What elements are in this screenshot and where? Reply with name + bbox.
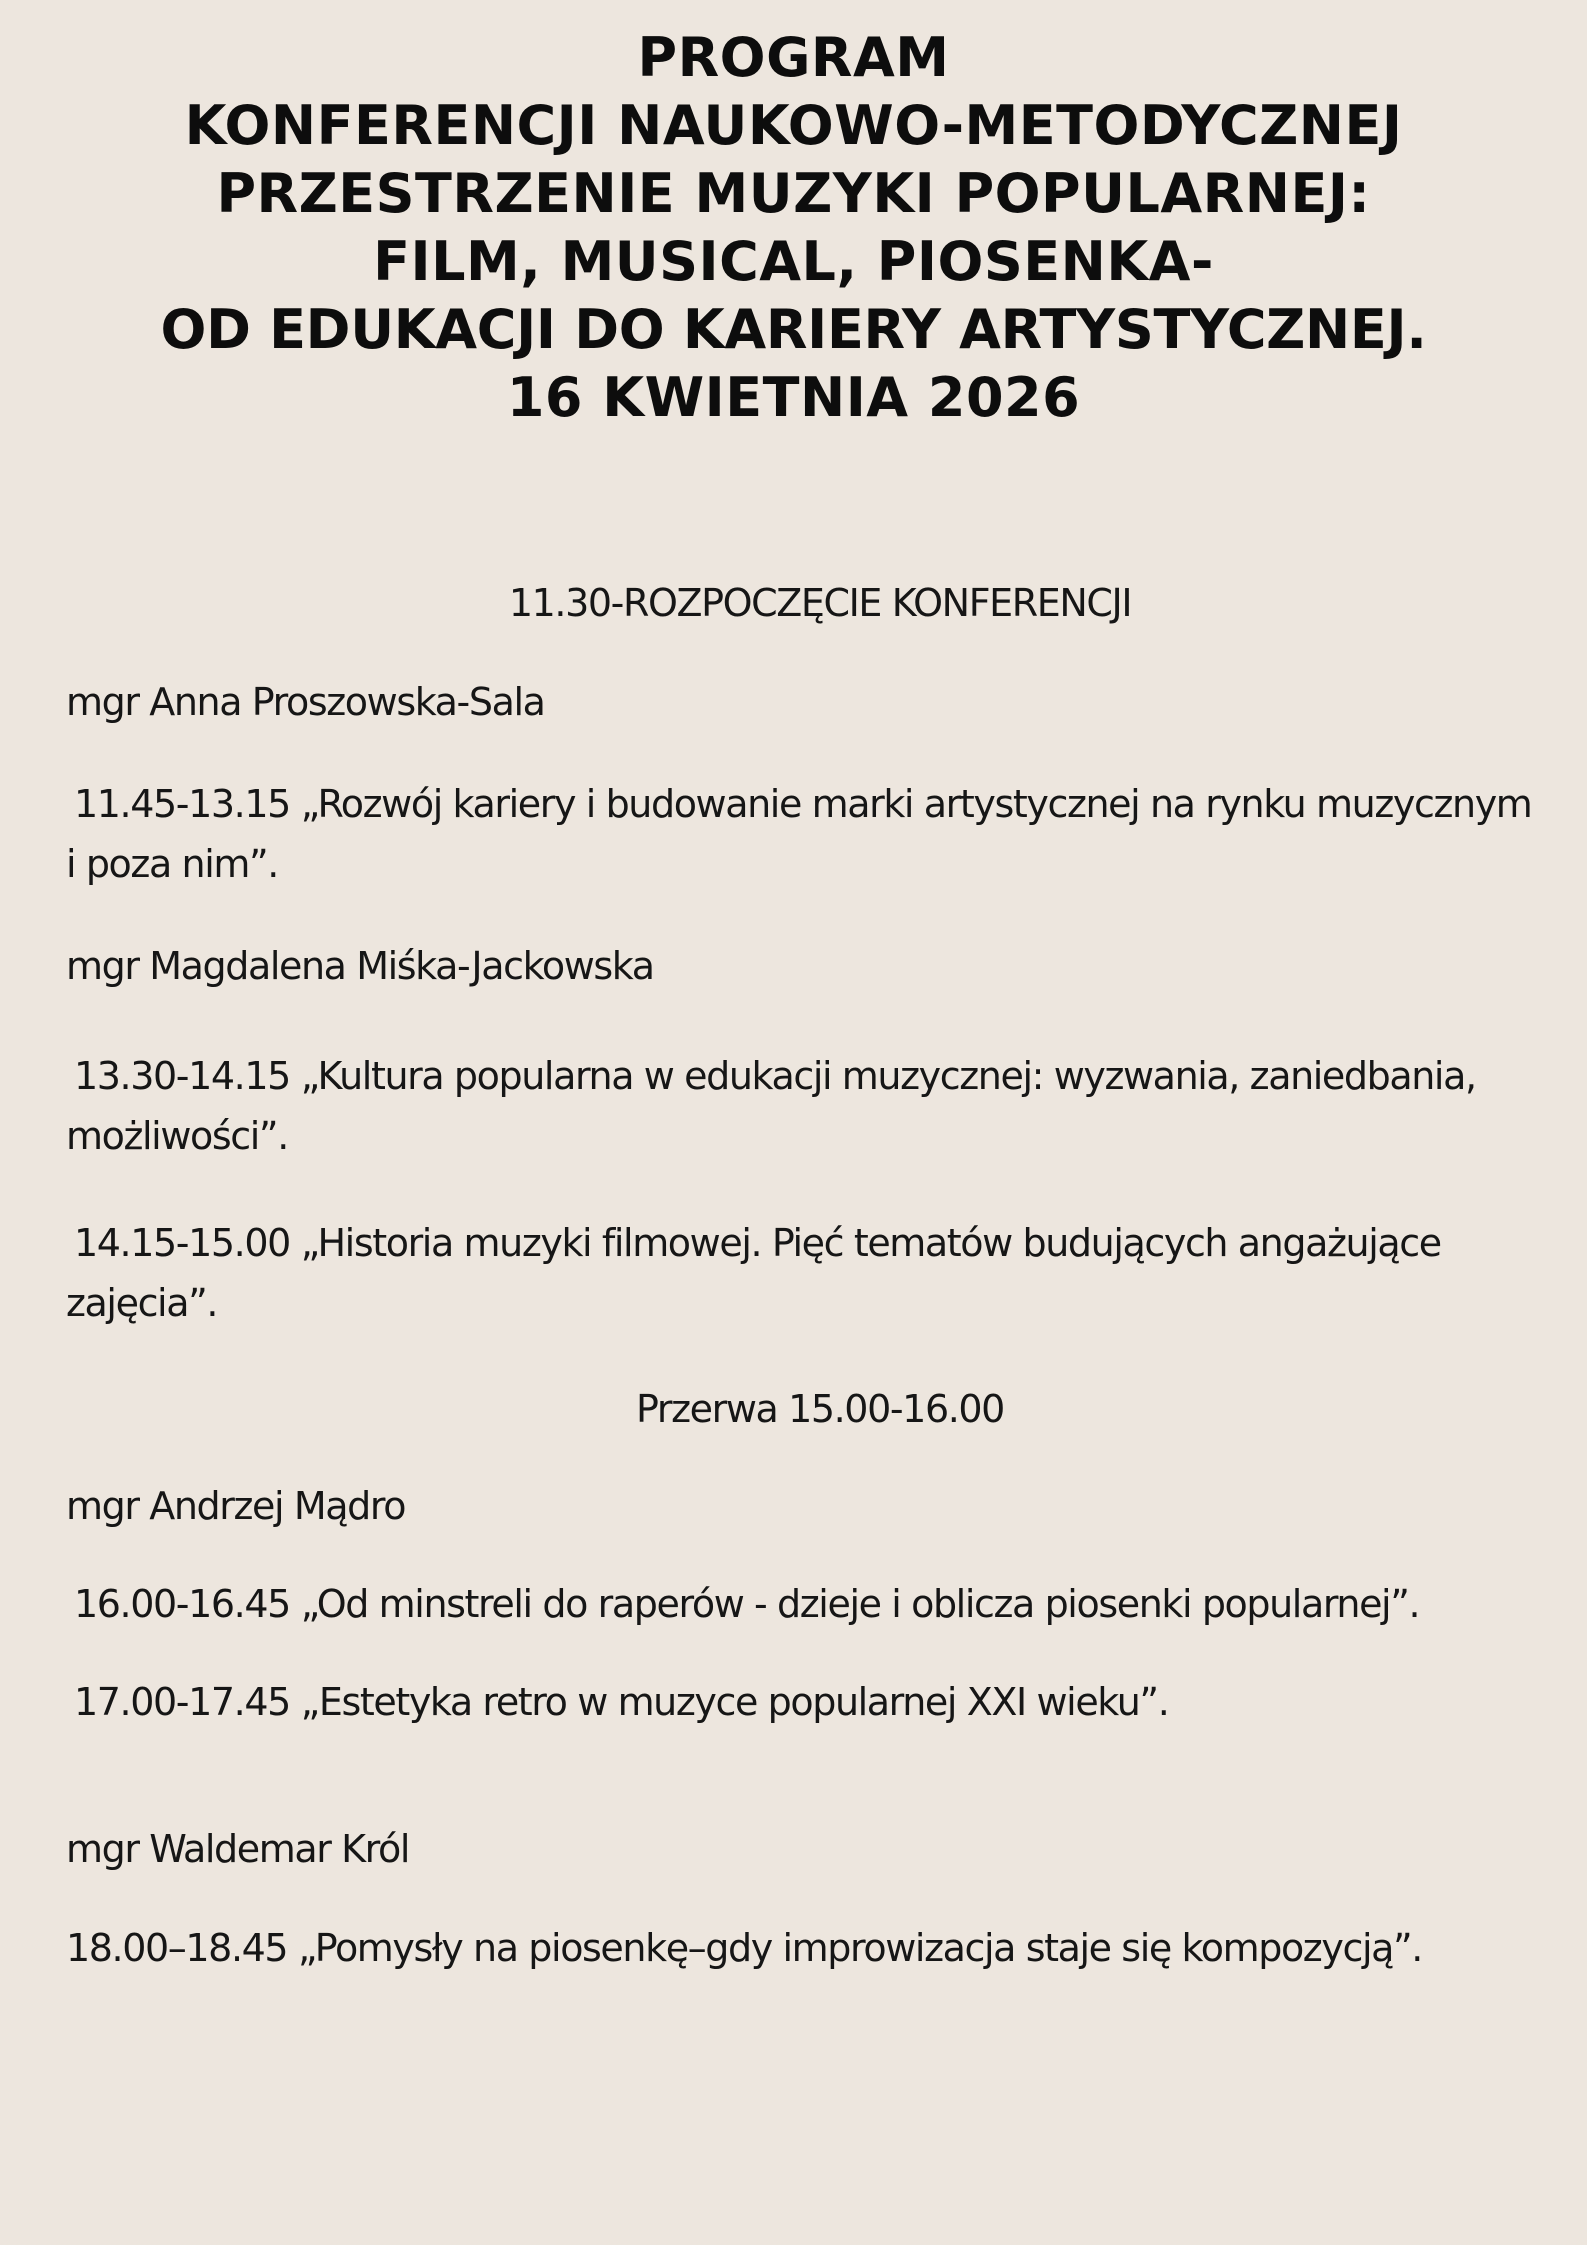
talk-line: i poza nim”. — [66, 842, 278, 886]
title-line-career: OD EDUKACJI DO KARIERY ARTYSTYCZNEJ. — [160, 298, 1427, 361]
talk-entry — [66, 1213, 1566, 1333]
talk-line: 16.00-16.45 „Od minstreli do raperów - dzieje i oblicza piosenki popularnej”. — [74, 1582, 1420, 1626]
title-line-conference: KONFERENCJI NAUKOWO-METODYCZNEJ — [184, 94, 1403, 157]
program-title — [0, 24, 1587, 432]
talk-line: 13.30-14.15 „Kultura popularna w edukacji muzycznej: wyzwania, zaniedbania, — [74, 1054, 1476, 1098]
title-line-subtopic: FILM, MUSICAL, PIOSENKA- — [373, 230, 1214, 293]
opening-time: 11.30-ROZPOCZĘCIE KONFERENCJI — [508, 581, 1132, 625]
talk-entry — [66, 1672, 1566, 1732]
speaker-name: mgr Anna Proszowska-Sala — [66, 680, 545, 724]
talk-line: 14.15-15.00 „Historia muzyki filmowej. Pięć tematów budujących angażujące — [74, 1221, 1441, 1265]
talk-entry — [66, 1918, 1566, 1978]
talk-line: możliwości”. — [66, 1114, 288, 1158]
speaker-name: mgr Magdalena Miśka-Jackowska — [66, 944, 654, 988]
talk-line: zajęcia”. — [66, 1281, 218, 1325]
talk-line: 11.45-13.15 „Rozwój kariery i budowanie marki artystycznej na rynku muzycznym — [74, 782, 1532, 826]
talk-line: 18.00–18.45 „Pomysły na piosenkę–gdy improwizacja staje się kompozycją”. — [66, 1926, 1422, 1970]
title-line-date: 16 KWIETNIA 2026 — [506, 366, 1081, 429]
talk-entry — [66, 1046, 1566, 1166]
break-time: Przerwa 15.00-16.00 — [636, 1387, 1004, 1431]
speaker-name: mgr Andrzej Mądro — [66, 1484, 406, 1528]
talk-entry — [66, 774, 1566, 894]
talk-line: 17.00-17.45 „Estetyka retro w muzyce popularnej XXI wieku”. — [74, 1680, 1169, 1724]
title-line-program: PROGRAM — [637, 26, 950, 89]
title-line-topic: PRZESTRZENIE MUZYKI POPULARNEJ: — [216, 162, 1371, 225]
talk-entry — [66, 1574, 1566, 1634]
speaker-name: mgr Waldemar Król — [66, 1827, 410, 1871]
